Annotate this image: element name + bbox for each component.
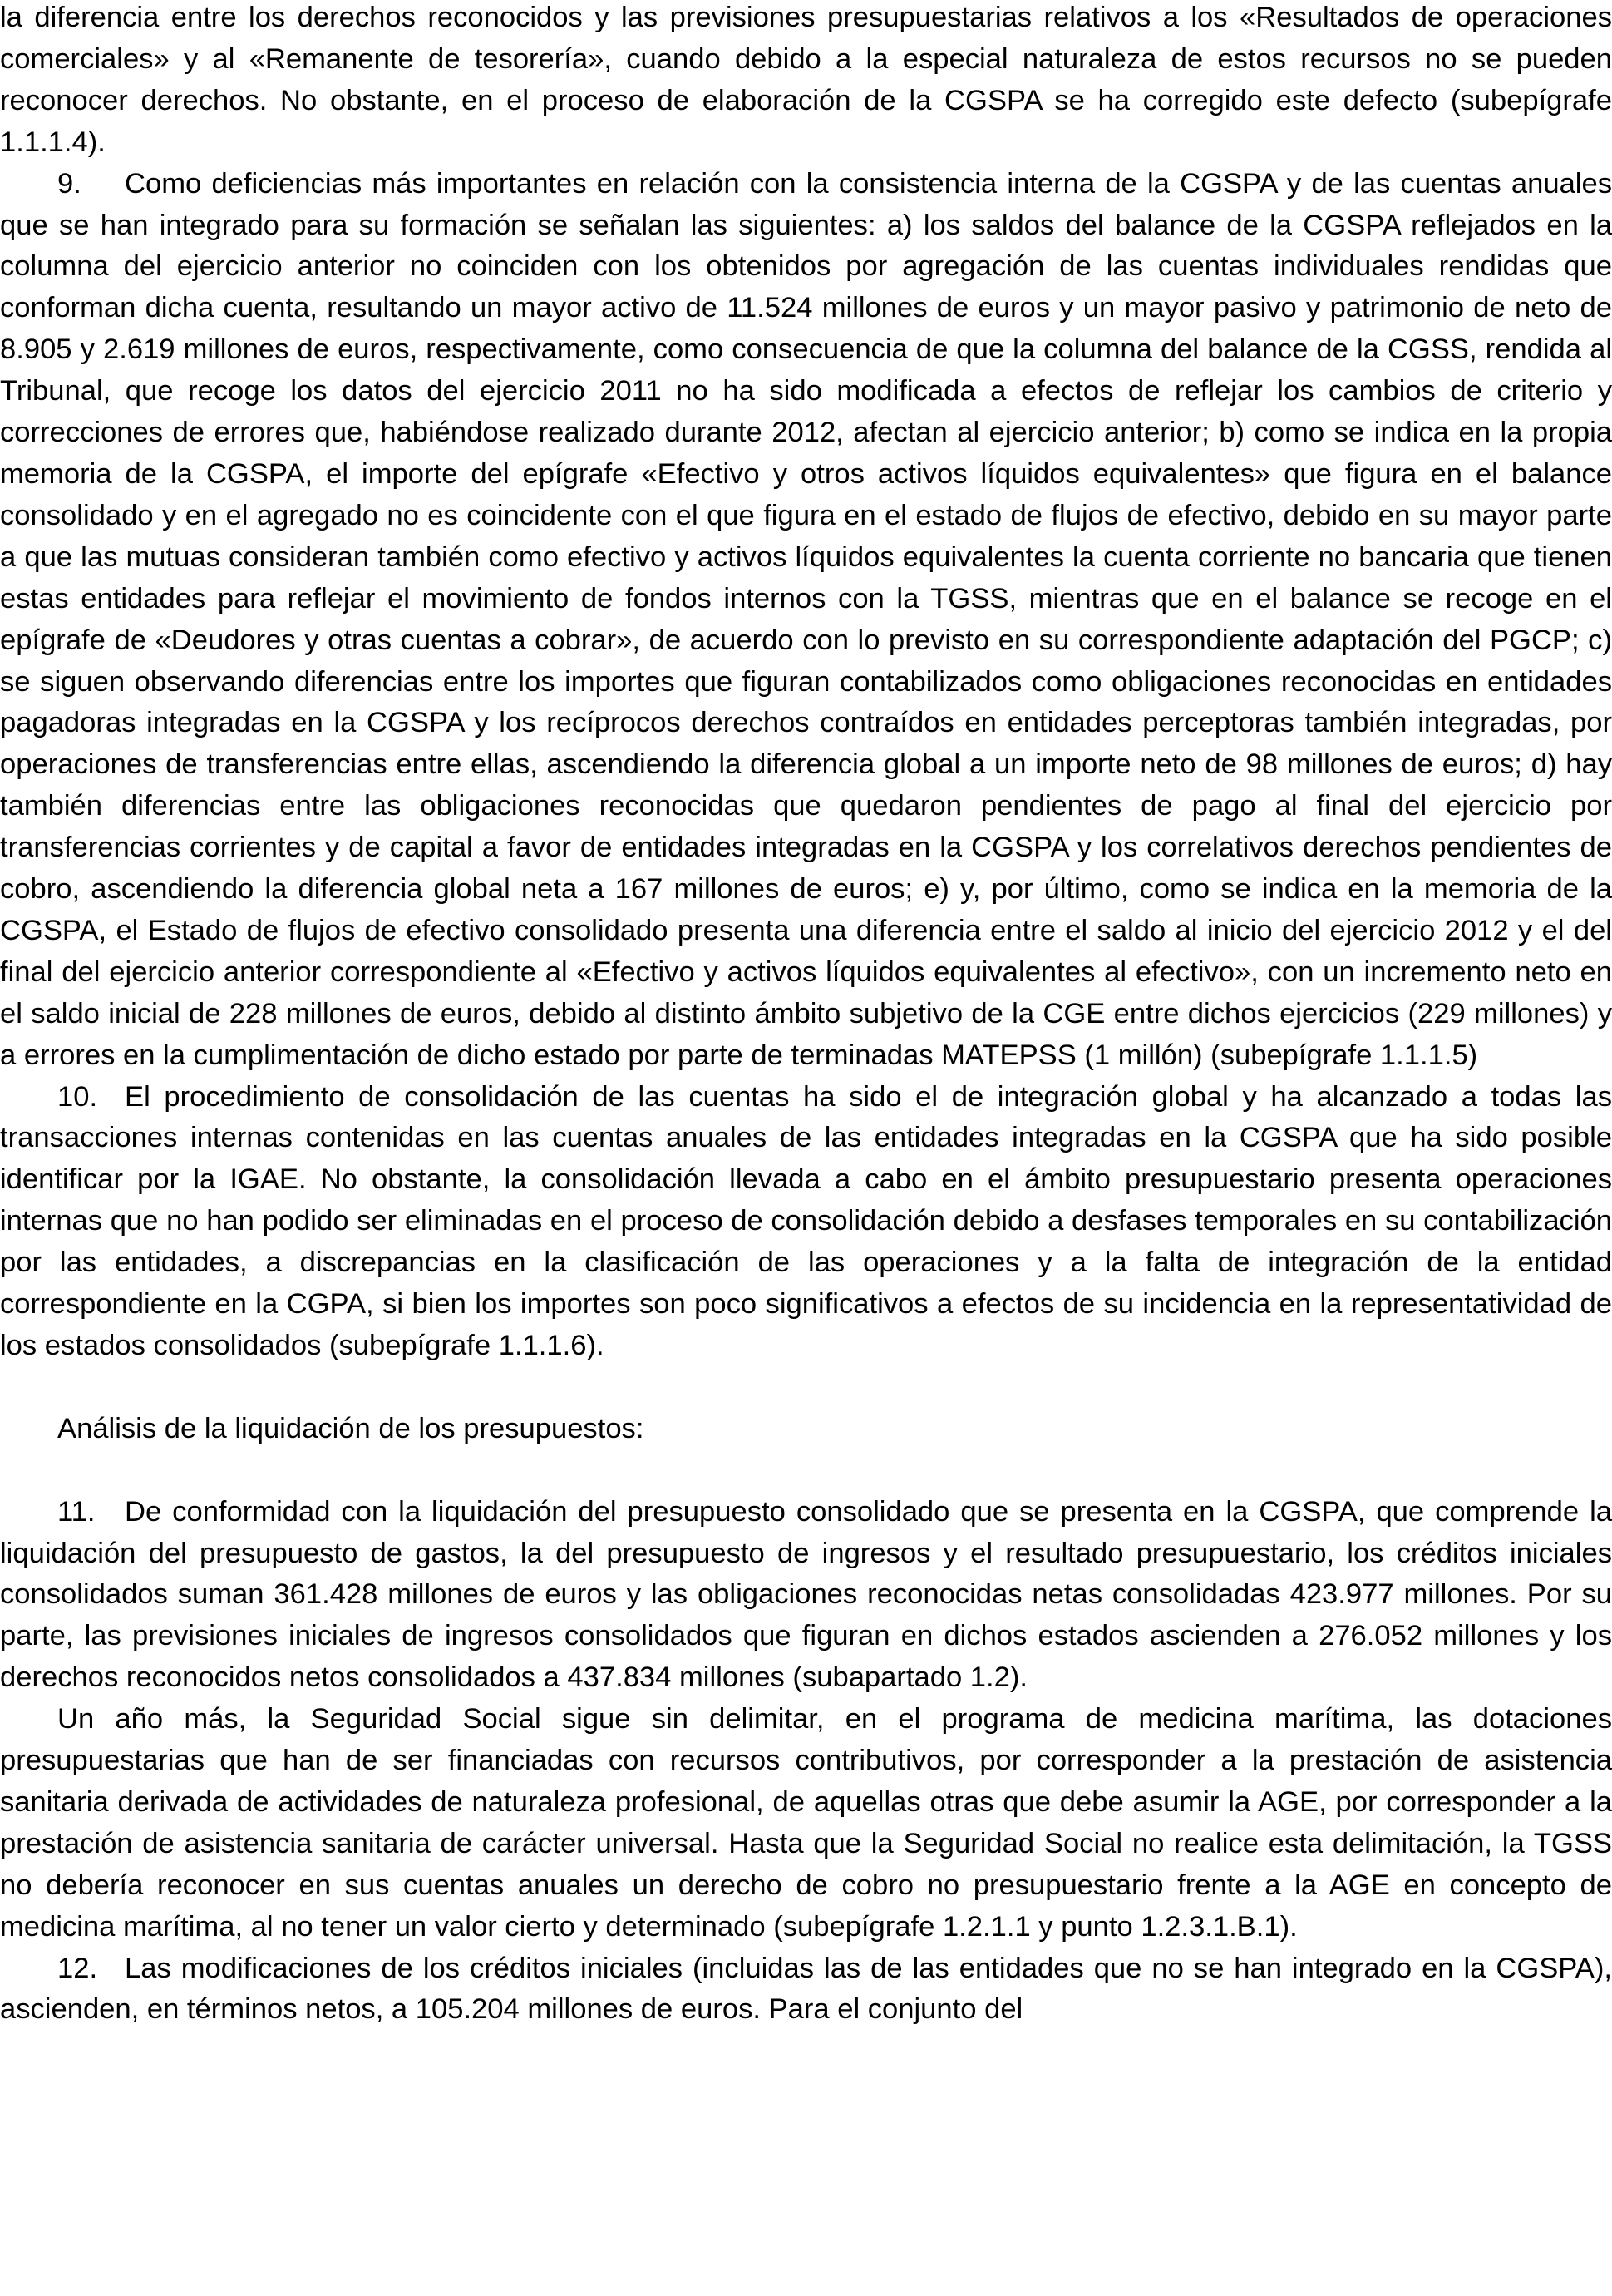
paragraph-text: Las modificaciones de los créditos iniciales (incluidas las de las entidades que no se han integrado en la CGSPA), ascienden, en términos netos, a 105.204 millones de euros. Para el conjunto del <box>0 1952 1612 2026</box>
paragraph-number: 11. <box>57 1495 96 1528</box>
section-heading-text: Análisis de la liquidación de los presupuestos: <box>57 1412 644 1444</box>
paragraph-12 <box>0 1948 1612 2032</box>
paragraph-text: la diferencia entre los derechos reconocidos y las previsiones presupuestarias relativos a los «Resultados de operaciones comerciales» y al «Remanente de tesorería», cuando debido a la especial naturaleza de estos recursos no se pueden reconocer derechos. No obstante, en el proceso de elaboración de la CGSPA se ha corregido este defecto (subepígrafe 1.1.1.4). <box>0 2 1612 158</box>
paragraph-number: 9. <box>57 167 81 200</box>
paragraph-10 <box>0 1077 1612 1367</box>
paragraph-text: El procedimiento de consolidación de las cuentas ha sido el de integración global y ha alcanzado a todas las transacciones internas contenidas en las cuentas anuales de las entidades integradas en la CGSPA que ha sido posible identificar por la IGAE. No obstante, la consolidación llevada a cabo en el ámbito presupuestario presenta operaciones internas que no han podido ser eliminadas en el proceso de consolidación debido a desfases temporales en su contabilización por las entidades, a discrepancias en la clasificación de las operaciones y a la falta de integración de la entidad correspondiente en la CGPA, si bien los importes son poco significativos a efectos de su incidencia en la representatividad de los estados consolidados (subepígrafe 1.1.1.6). <box>0 1080 1612 1361</box>
paragraph-text: De conformidad con la liquidación del presupuesto consolidado que se presenta en la CGSPA, que comprende la liquidación del presupuesto de gastos, la del presupuesto de ingresos y el resultado presupuestario, los créditos iniciales consolidados suman 361.428 millones de euros y las obligaciones reconocidas netas consolidadas 423.977 millones. Por su parte, las previsiones iniciales de ingresos consolidados que figuran en dichos estados ascienden a 276.052 millones y los derechos reconocidos netos consolidados a 437.834 millones (subapartado 1.2). <box>0 1495 1612 1694</box>
paragraph-11-continuation <box>0 1699 1612 1948</box>
paragraph-continuation <box>0 0 1612 164</box>
blank-line <box>0 1450 1612 1492</box>
paragraph-11 <box>0 1492 1612 1700</box>
paragraph-text: Como deficiencias más importantes en relación con la consistencia interna de la CGSPA y de las cuentas anuales que se han integrado para su formación se señalan las siguientes: a) los saldos del balance de la CGSPA reflejados en la columna del ejercicio anterior no coinciden con los obtenidos por agregación de las cuentas individuales rendidas que conforman dicha cuenta, resultando un mayor activo de 11.524 millones de euros y un mayor pasivo y patrimonio de neto de 8.905 y 2.619 millones de euros, respectivamente, como consecuencia de que la columna del balance de la CGSS, rendida al Tribunal, que recoge los datos del ejercicio 2011 no ha sido modificada a efectos de reflejar los cambios de criterio y correcciones de errores que, habiéndose realizado durante 2012, afectan al ejercicio anterior; b) como se indica en la propia memoria de la CGSPA, el importe del epígrafe «Efectivo y otros activos líquidos equivalentes» que figura en el balance consolidado y en el agregado no es coincidente con el que figura en el estado de flujos de efectivo, debido en su mayor parte a que las mutuas consideran también como efectivo y activos líquidos equivalentes la cuenta corriente no bancaria que tienen estas entidades para reflejar el movimiento de fondos internos con la TGSS, mientras que en el balance se recoge en el epígrafe de «Deudores y otras cuentas a cobrar», de acuerdo con lo previsto en su correspondiente adaptación del PGCP; c) se siguen observando diferencias entre los importes que figuran contabilizados como obligaciones reconocidas en entidades pagadoras integradas en la CGSPA y los recíprocos derechos contraídos en entidades perceptoras también integradas, por operaciones de transferencias entre ellas, ascendiendo la diferencia global a un importe neto de 98 millones de euros; d) hay también diferencias entre las obligaciones reconocidas que quedaron pendientes de pago al final del ejercicio por transferencias corrientes y de capital a favor de entidades integradas en la CGSPA y los correlativos derechos pendientes de cobro, ascendiendo la diferencia global neta a 167 millones de euros; e) y, por último, como se indica en la memoria de la CGSPA, el Estado de flujos de efectivo consolidado presenta una diferencia entre el saldo al inicio del ejercicio 2012 y el del final del ejercicio anterior correspondiente al «Efectivo y activos líquidos equivalentes al efectivo», con un incremento neto en el saldo inicial de 228 millones de euros, debido al distinto ámbito subjetivo de la CGE entre dichos ejercicios (229 millones) y a errores en la cumplimentación de dicho estado por parte de terminadas MATEPSS (1 millón) (subepígrafe 1.1.1.5) <box>0 167 1612 1071</box>
blank-line <box>0 1367 1612 1409</box>
paragraph-text: Un año más, la Seguridad Social sigue sin delimitar, en el programa de medicina marítima, las dotaciones presupuestarias que han de ser financiadas con recursos contributivos, por corresponder a la prestación de asistencia sanitaria derivada de actividades de naturaleza profesional, de aquellas otras que debe asumir la AGE, por corresponder a la prestación de asistencia sanitaria de carácter universal. Hasta que la Seguridad Social no realice esta delimitación, la TGSS no debería reconocer en sus cuentas anuales un derecho de cobro no presupuestario frente a la AGE en concepto de medicina marítima, al no tener un valor cierto y determinado (subepígrafe 1.2.1.1 y punto 1.2.3.1.B.1). <box>0 1703 1612 1943</box>
paragraph-number: 12. <box>57 1952 98 1984</box>
section-heading <box>0 1409 1612 1450</box>
paragraph-number: 10. <box>57 1080 98 1113</box>
paragraph-9 <box>0 164 1612 1077</box>
